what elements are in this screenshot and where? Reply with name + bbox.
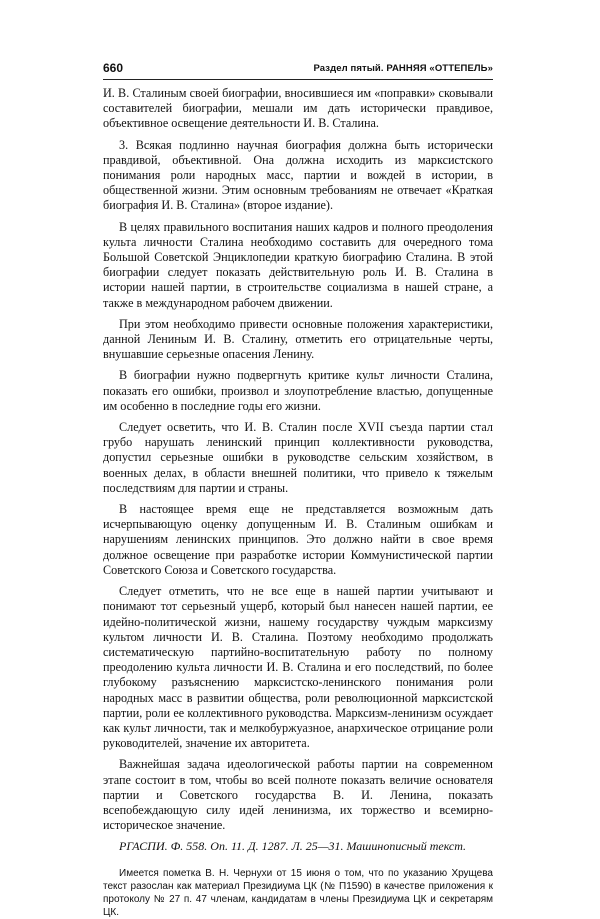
archival-source: РГАСПИ. Ф. 558. Оп. 11. Д. 1287. Л. 25—31. Машинописный текст. xyxy=(119,839,467,854)
paragraph: И. В. Сталиным своей биографии, вносившиеся им «поправки» сковывали составителей биографии, мешали им дать исторически правдивое, объективное освещение деятельности И. В. Сталина. xyxy=(103,86,493,131)
running-title: Раздел пятый. РАННЯЯ «ОТТЕПЕЛЬ» xyxy=(313,63,493,74)
page-number: 660 xyxy=(103,61,124,75)
paragraph: В целях правильного воспитания наших кадров и полного преодоления культа личности Сталина необходимо составить для очередного тома Большой Советской Энциклопедии краткую биографию Сталина. В этой биографии следует показать действительную роль И. В. Сталина в истории нашей партии, в строительстве социализма в нашей стране, а также в международном рабочем движении. xyxy=(103,219,493,310)
archival-note: Имеется пометка В. Н. Чернухи от 15 июня о том, что по указанию Хрущева текст разослан как материал Президиума ЦК (№ П1590) в качестве приложения к протоколу № 27 п. 47 членам, кандидатам в члены Президиума ЦК и секретарям ЦК. xyxy=(103,867,493,919)
page-header xyxy=(103,61,493,80)
paragraph: Следует отметить, что не все еще в нашей партии учитывают и понимают тот серьезный ущерб, который был нанесен нашей партии, ее идейно-политической жизни, нашему государству чуждым марксизму культом личности И. В. Сталина. Поэтому необходимо продолжать систематическую партийно-воспитательную работу по полному преодолению культа личности И. В. Сталина и его последствий, по более глубокому разъяснению марксистско-ленинского понимания роли народных масс в развитии общества, роли революционной марксистской партии, роли ее коллективного руководства. Марксизм-ленинизм осуждает как культ личности, так и мелкобуржуазное, анархическое отрицание роли руководителей, значение их авторитета. xyxy=(103,584,493,751)
paragraph: Следует осветить, что И. В. Сталин после XVII съезда партии стал грубо нарушать ленинский принцип коллективности руководства, допустил серьезные ошибки в руководстве сельским хозяйством, в военных делах, в области внешней политики, что привело к тяжелым последствиям для партии и страны. xyxy=(103,420,493,495)
paragraph: В настоящее время еще не представляется возможным дать исчерпывающую оценку допущенным И. В. Сталиным ошибкам и нарушениям ленинских принципов. Это должно найти в свое время должное освещение при разработке истории Коммунистической партии Советского Союза и Советского государства. xyxy=(103,502,493,577)
paragraph: В биографии нужно подвергнуть критике культ личности Сталина, показать его ошибки, произвол и злоупотребление властью, допущенные им особенно в последние годы его жизни. xyxy=(103,368,493,413)
paragraph: 3. Всякая подлинно научная биография должна быть исторически правдивой, объективной. Она должна исходить из марксистского понимания роли народных масс, партии и вождей в истории, в общественной жизни. Этим основным требованиям не отвечает «Краткая биография И. В. Сталина» (второе издание). xyxy=(103,137,493,213)
paragraph: Важнейшая задача идеологической работы партии на современном этапе состоит в том, чтобы во всей полноте показать величие основателя партии и Советского государства В. И. Ленина, показать всепобеждающую силу идей ленинизма, их торжество и всемирно-историческое значение. xyxy=(103,757,493,833)
paragraph: При этом необходимо привести основные положения характеристики, данной Лениным И. В. Сталину, отметить его отрицательные черты, внушавшие серьезные опасения Ленину. xyxy=(103,316,493,362)
body-text xyxy=(103,86,493,919)
